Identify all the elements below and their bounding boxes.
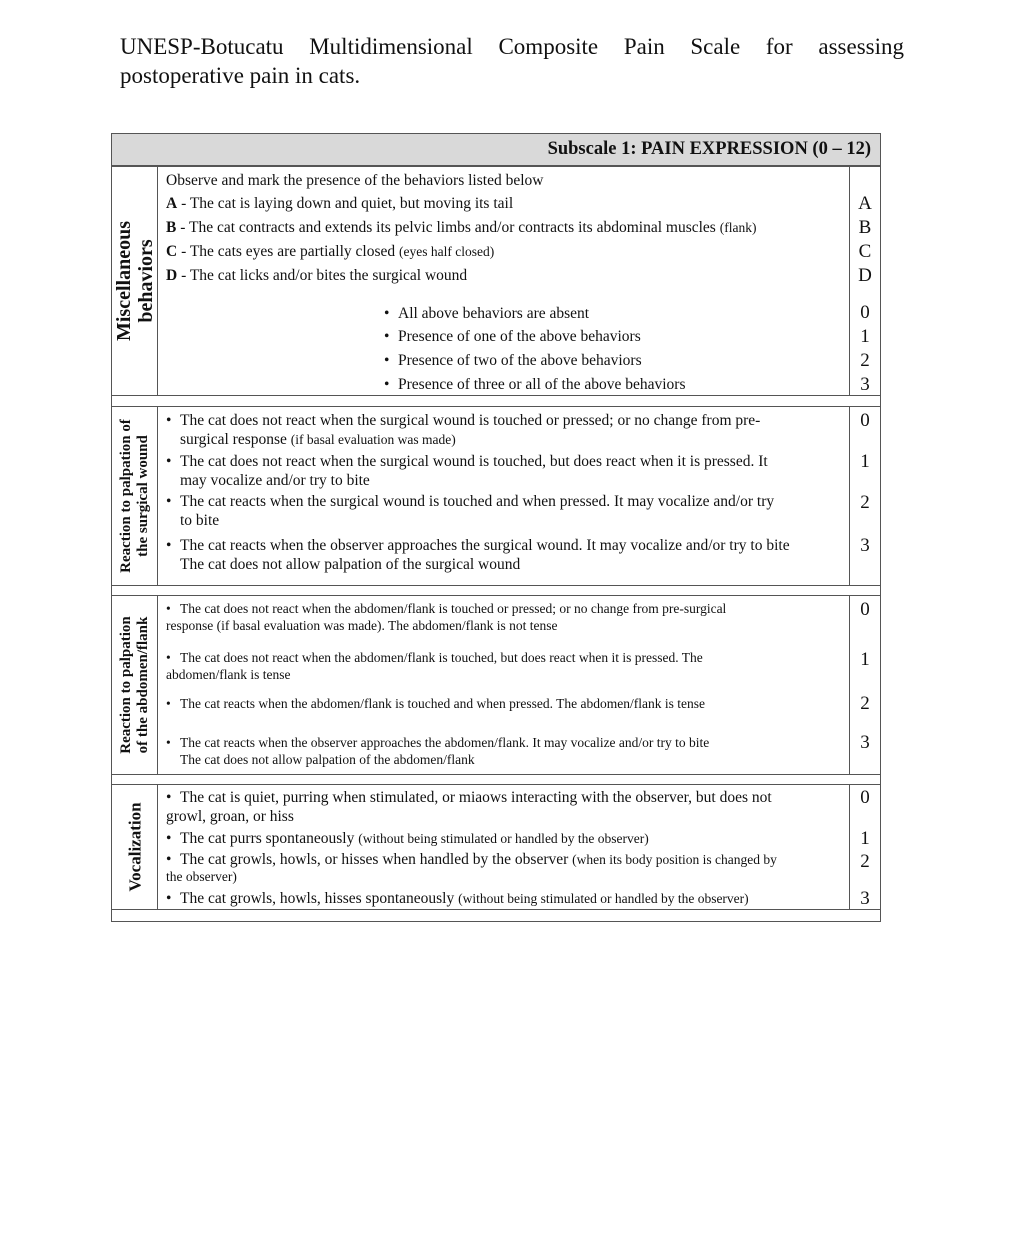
score-value: 1 [860, 649, 870, 670]
behavior-a: A - The cat is laying down and quiet, but moving its tail [166, 195, 514, 212]
subscale-header: Subscale 1: PAIN EXPRESSION (0 – 12) [112, 134, 880, 166]
behavior-d: D - The cat licks and/or bites the surgical wound [166, 267, 468, 284]
count-option-1: • Presence of one of the above behaviors [384, 327, 641, 346]
score-value: 0 [860, 787, 870, 808]
count-option-2: • Presence of two of the above behaviors [384, 351, 642, 370]
count-option-3: • Presence of three or all of the above behaviors [384, 375, 686, 394]
count-option-0: • All above behaviors are absent [384, 304, 589, 323]
abdomen-scores-column [850, 596, 880, 774]
vocalization-section [112, 784, 880, 910]
score-value: 3 [860, 535, 870, 556]
score-letter-a: A [858, 193, 872, 214]
pain-scale-table [111, 133, 881, 922]
misc-scores-column [850, 167, 880, 395]
list-item: • The cat growls, howls, or hisses when handled by the observer (when its body position is changed by the observer) [166, 851, 777, 885]
misc-label-line-2: behaviors [134, 239, 157, 323]
list-item: • The cat reacts when the observer approaches the abdomen/flank. It may vocalize and/or try to bite The cat does not allow palpation of the abdomen/flank [166, 734, 709, 768]
wound-scores-column [850, 407, 880, 585]
score-letter-b: B [858, 217, 872, 238]
abdomen-palpation-content [158, 596, 850, 774]
wound-palpation-label [112, 407, 158, 585]
score-value: 1 [860, 828, 870, 849]
score-value: 1 [860, 451, 870, 472]
score-value: 2 [860, 693, 870, 714]
wound-label-line-1: Reaction to palpation of [117, 419, 134, 573]
score-value: 0 [860, 302, 870, 323]
score-value: 0 [860, 410, 870, 431]
list-item: • The cat does not react when the surgical wound is touched, but does react when it is pressed. It may vocalize and/or try to bite [166, 452, 768, 490]
misc-label-line-1: Miscellaneous [112, 221, 135, 341]
score-value: 3 [860, 888, 870, 909]
vocalization-content [158, 785, 850, 909]
wound-label-line-2: the surgical wound [134, 435, 151, 557]
score-letter-d: D [858, 265, 872, 286]
page-title [120, 32, 904, 90]
misc-behaviors-label [112, 167, 158, 395]
score-value: 3 [860, 732, 870, 753]
list-item: • The cat reacts when the surgical wound is touched and when pressed. It may vocalize and/or try to bite [166, 492, 774, 530]
list-item: • The cat purrs spontaneously (without being stimulated or handled by the observer) [166, 829, 649, 848]
misc-intro: Observe and mark the presence of the behaviors listed below [166, 172, 544, 189]
abdomen-palpation-label [112, 596, 158, 774]
score-letter-c: C [858, 241, 872, 262]
score-value: 1 [860, 326, 870, 347]
title-line-2: postoperative pain in cats. [120, 63, 361, 88]
abdomen-palpation-section [112, 595, 880, 775]
score-value: 2 [860, 350, 870, 371]
wound-palpation-section [112, 406, 880, 586]
abdomen-label-line-2: of the abdomen/flank [134, 616, 151, 754]
list-item: • The cat growls, howls, hisses spontaneously (without being stimulated or handled by the observer) [166, 889, 749, 908]
list-item: • The cat does not react when the surgical wound is touched or pressed; or no change from pre- surgical response (if basal evaluation was made) [166, 411, 760, 449]
score-value: 3 [860, 374, 870, 395]
score-value: 0 [860, 599, 870, 620]
vocalization-scores-column [850, 785, 880, 909]
score-value: 2 [860, 492, 870, 513]
abdomen-label-line-1: Reaction to palpation [117, 616, 134, 754]
list-item: • The cat does not react when the abdomen/flank is touched, but does react when it is pressed. The abdomen/flank is tense [166, 649, 703, 683]
list-item: • The cat does not react when the abdomen/flank is touched or pressed; or no change from pre-surgical response (if basal evaluation was made). The abdomen/flank is not tense [166, 600, 726, 634]
wound-palpation-content [158, 407, 850, 585]
vocalization-label [112, 785, 158, 909]
behavior-c: C - The cats eyes are partially closed (eyes half closed) [166, 243, 495, 260]
list-item: • The cat reacts when the abdomen/flank is touched and when pressed. The abdomen/flank is tense [166, 695, 705, 712]
vocalization-label-text: Vocalization [125, 802, 144, 892]
score-value: 2 [860, 851, 870, 872]
list-item: • The cat is quiet, purring when stimulated, or miaows interacting with the observer, but does not growl, groan, or hiss [166, 788, 772, 826]
misc-behaviors-section [112, 166, 880, 396]
misc-behaviors-content [158, 167, 850, 395]
behavior-b: B - The cat contracts and extends its pelvic limbs and/or contracts its abdominal muscles (flank) [166, 219, 757, 236]
title-line-1: UNESP-Botucatu Multidimensional Composite Pain Scale for assessing [120, 34, 904, 59]
list-item: • The cat reacts when the observer approaches the surgical wound. It may vocalize and/or try to bite The cat does not allow palpation of the surgical wound [166, 536, 790, 574]
